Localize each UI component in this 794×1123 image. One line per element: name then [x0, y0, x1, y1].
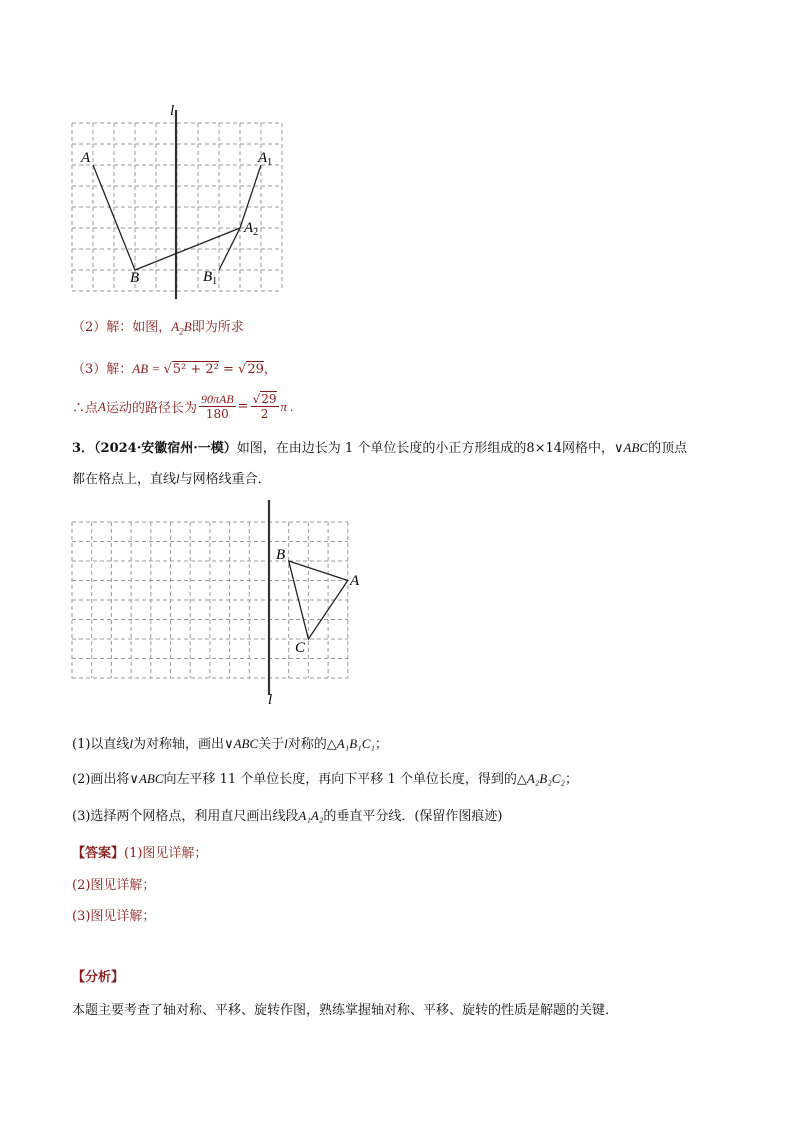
answer-line-3: (3)图见详解； — [72, 909, 156, 924]
segment-A-B-A2 — [93, 165, 240, 270]
label-B: B — [130, 270, 140, 286]
figure-2-gridlines — [72, 522, 348, 678]
label-C-fig2: C — [295, 640, 306, 656]
label-l-fig2: l — [268, 692, 273, 705]
fraction-90piAB-180: $\frac{\text{90πAB}}{180}$ — [200, 392, 234, 421]
path-length-line: ∴点 A 运动的路径长为 $\frac{\text{90πAB}}{180}$ = $\frac{√29}{2}$ π . — [72, 392, 294, 421]
problem-3-source: （2024·安徽宿州·一模） — [94, 441, 237, 456]
question-1: (1)以直线l为对称轴，画出∨ABC关于l对称的△A₁B₁C₁； — [72, 736, 388, 752]
label-B1: $B_1$ — [203, 269, 218, 287]
question-3: (3)选择两个网格点，利用直尺画出线段A₁A₂的垂直平分线．(保留作图痕迹) — [72, 808, 503, 824]
figure-2-grid — [60, 495, 370, 705]
problem-3-line-1: 3．（2024·安徽宿州·一模）如图，在由边长为 1 个单位长度的小正方形组成的8×14网格中，∨ABC的顶点 — [72, 440, 688, 456]
figure-1-grid — [60, 95, 300, 305]
answer-line-1: 【答案】(1)图见详解； — [72, 846, 208, 861]
label-A2: $A_2$ — [244, 220, 259, 238]
problem-3-line-2: 都在格点上，直线l与网格线重合． — [72, 471, 271, 487]
answer-line-2: (2)图见详解； — [72, 878, 156, 893]
label-l: l — [170, 103, 175, 119]
fraction-sqrt29-2: $\frac{√29}{2}$ — [252, 392, 277, 421]
solution-3-line: （3）解：AB = √5² + 2² = √29， — [72, 361, 277, 377]
solution-2-prefix: （2）解：如图， — [72, 320, 172, 335]
solution-2-suffix: 即为所求 — [191, 320, 244, 335]
answer-tag: 【答案】 — [72, 846, 125, 861]
label-A1: $A_1$ — [258, 150, 273, 168]
solution-2-line — [72, 316, 244, 337]
label-A-fig2: A — [350, 573, 360, 589]
label-A: A — [81, 150, 91, 166]
analysis-text: 本题主要考查了轴对称、平移、旋转作图，熟练掌握轴对称、平移、旋转的性质是解题的关键． — [72, 1003, 619, 1018]
question-2: (2)画出将∨ABC向左平移 11 个单位长度，再向下平移 1 个单位长度，得到的△A₂B₂C₂； — [72, 771, 578, 787]
analysis-tag: 【分析】 — [72, 970, 125, 985]
segment-A2: $A_2B$ — [171, 319, 192, 337]
label-B-fig2: B — [276, 547, 286, 563]
